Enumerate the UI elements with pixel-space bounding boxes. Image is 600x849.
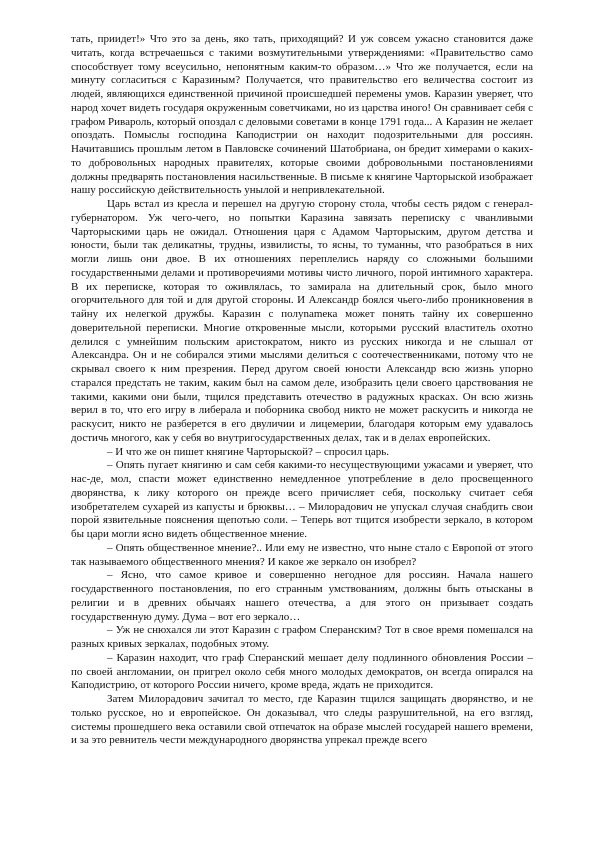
paragraph: Царь встал из кресла и перешел на другую сторону стола, чтобы сесть рядом с генерал-губернатором. Уж чего-чего, но попытки Каразина завязать переписку с чванливыми Чарторыскими царь не ожидал. Отношения царя с Адамом Чарторыским, другом детства и юности, были так деликатны, трудны, извилисты, то ясны, то туманны, что разобраться в них могли лишь они двое. В их отношениях переплелись наряду со сложными большими государственными делами и противоречиями мотивы чисто личного, порой интимного характера. В их переписке, которая то оживлялась, то замирала на длительный срок, было много огорчительного для той и для другой стороны. И Александр боялся чьего-либо проникновения в тайну их нелегкой дружбы. Каразин с полуnamека может понять тайну их совершенно доверительной переписки. Многие откровенные мысли, которыми русский властитель охотно делился с умнейшим польским аристократом, никто из русских никогда и не слышал от Александра. Он и не собирался этими мыслями делиться с соотечественниками, потому что не скрывал своего к ним презрения. Перед другом своей юности Александр всю жизнь упорно старался предстать не таким, каким был на самом деле, изобразить цели своего царствования не такими, какими они были, тщился представить отечество в радужных красках. Он всю жизнь верил в то, что его игру в либерала и поборника свобод никто не может раскусить и никогда не раскусит, никто не разберется в его двуличии и лицемерии, благодаря которым ему удавалось достичь многого, как у себя во внутригосударственных делах, так и в делах европейских. xyxy=(71,198,533,444)
dialogue-line: – Опять пугает княгиню и сам себя какими-то несуществующими ужасами и уверяет, что нас-де, мол, спасти может единственно немедленное употребление в дело просвещенного дворянства, к лику которого он прежде всего причисляет себя, поскольку считает себя изобретателем сухарей из капусты и брюквы… – Милорадович не упускал случая снабдить свои порой язвительные пояснения щепотью соли. – Теперь вот тщится изобрести зеркало, в котором бы цари могли ясно видеть общественное мнение. xyxy=(71,459,533,540)
book-page xyxy=(71,33,533,748)
dialogue-line: – Ясно, что самое кривое и совершенно негодное для россиян. Начала нашего государственного постановления, по его странным умствованиям, должны быть отысканы в религии и в древних обычаях нашего отечества, а для этого он призывает создать государственную думу. Дума – вот его зеркало… xyxy=(71,569,533,623)
dialogue-line: – Уж не снюхался ли этот Каразин с графом Сперанским? Тот в свое время помешался на разных кривых зеркалах, подобных этому. xyxy=(71,624,533,650)
dialogue-line: – И что же он пишет княгине Чарторыской? – спросил царь. xyxy=(107,445,389,458)
dialogue-line: – Каразин находит, что граф Сперанский мешает делу подлинного обновления России – по своей англомании, он пригрел около себя много молодых демократов, он всегда опирался на Каподистрию, от которого России ничего, кроме вреда, ждать не приходится. xyxy=(71,651,533,692)
paragraph-continuation: тать, приидет!» Что это за день, яко тать, приходящий? И уж совсем ужасно становится даже читать, когда встречаешься с такими возмутительными утверждениями: «Правительство само способствует тому всеусильно, непонятным каким-то образом…» Что же получается, если на минуту согласиться с Каразиным? Получается, что правительство его величества состоит из людей, являющихся единственной причиной происшедшей перемены умов. Каразин уверяет, что народ хочет видеть государя окруженным советчиками, но из царства иного! Он сравнивает себя с графом Ривароль, который опоздал с деловыми советами в конце 1791 года... А Каразин не желает опоздать. Помыслы господина Каподистрии он находит подозрительными для россиян. Начитавшись прошлым летом в Павловске сочинений Шатобриана, он бредит химерами о каких-то добровольных народных правителях, которые своими добровольными постановлениями должны предварять постановления насильственные. В письме к княгине Чарторыской изображает нашу российскую действительность унылой и непривлекательной. xyxy=(71,33,533,197)
dialogue-line: – Опять общественное мнение?.. Или ему не известно, что ныне стало с Европой от этого так называемого общественного мнения? И какое же зеркало он изобрел? xyxy=(71,541,533,568)
paragraph: Затем Милорадович зачитал то место, где Каразин тщился защищать дворянство, и не только русское, но и европейское. Он доказывал, что следы разрушительной, на его взгляд, системы прошедшего века оставили свой отпечаток на образе мыслей государей нашего времени, и за это ревнитель чести международного дворянства упрекал прежде всего xyxy=(71,693,533,747)
